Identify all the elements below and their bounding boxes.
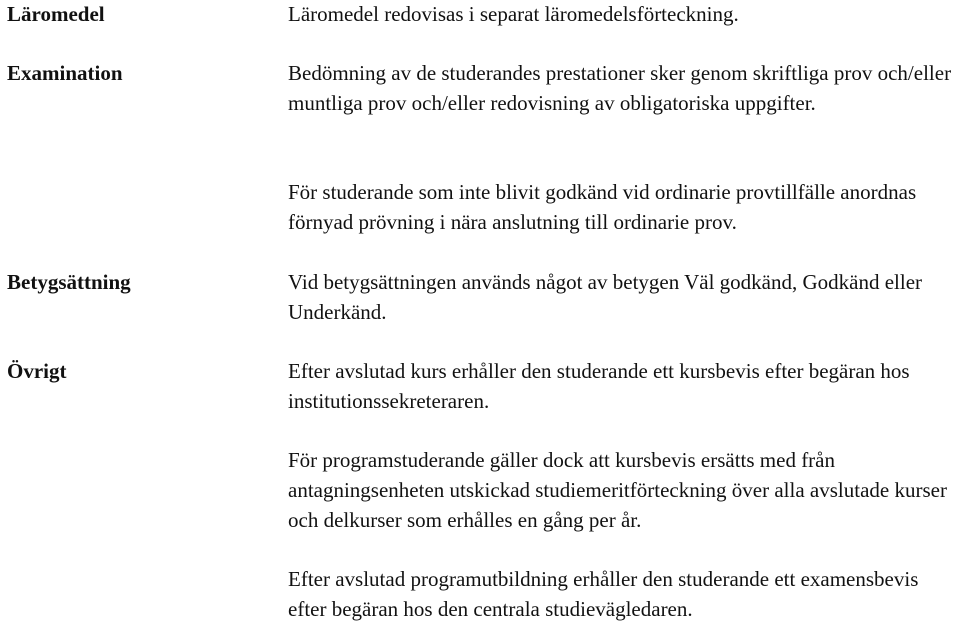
section-text-betygsattning: Vid betygsättningen används något av betygen Väl godkänd, Godkänd eller Underkänd. [288, 270, 923, 324]
section-heading-betygsattning: Betygsättning [7, 270, 131, 294]
section-text-ovrigt-3: Efter avslutad programutbildning erhåller den studerande ett examensbevis efter begäran hos den centrala studievägledaren. [288, 567, 919, 621]
section-heading-examination: Examination [7, 61, 123, 85]
section-text-ovrigt-1: Efter avslutad kurs erhåller den studerande ett kursbevis efter begäran hos institutionssekreteraren. [288, 359, 910, 413]
section-text-laromedel: Läromedel redovisas i separat läromedelsförteckning. [288, 2, 739, 26]
section-text-ovrigt-2: För programstuderande gäller dock att kursbevis ersätts med från antagningsenheten utskickad studiemeritförteckning över alla avslutade kurser och delkurser som erhålles en gång per år. [288, 448, 947, 532]
section-text-examination-1: Bedömning av de studerandes prestationer sker genom skriftliga prov och/eller muntliga prov och/eller redovisning av obligatoriska uppgifter. [288, 61, 952, 115]
section-text-examination-2: För studerande som inte blivit godkänd vid ordinarie provtillfälle anordnas förnyad prövning i nära anslutning till ordinarie prov. [288, 180, 917, 234]
section-heading-laromedel: Läromedel [7, 2, 105, 26]
section-heading-ovrigt: Övrigt [7, 359, 67, 383]
